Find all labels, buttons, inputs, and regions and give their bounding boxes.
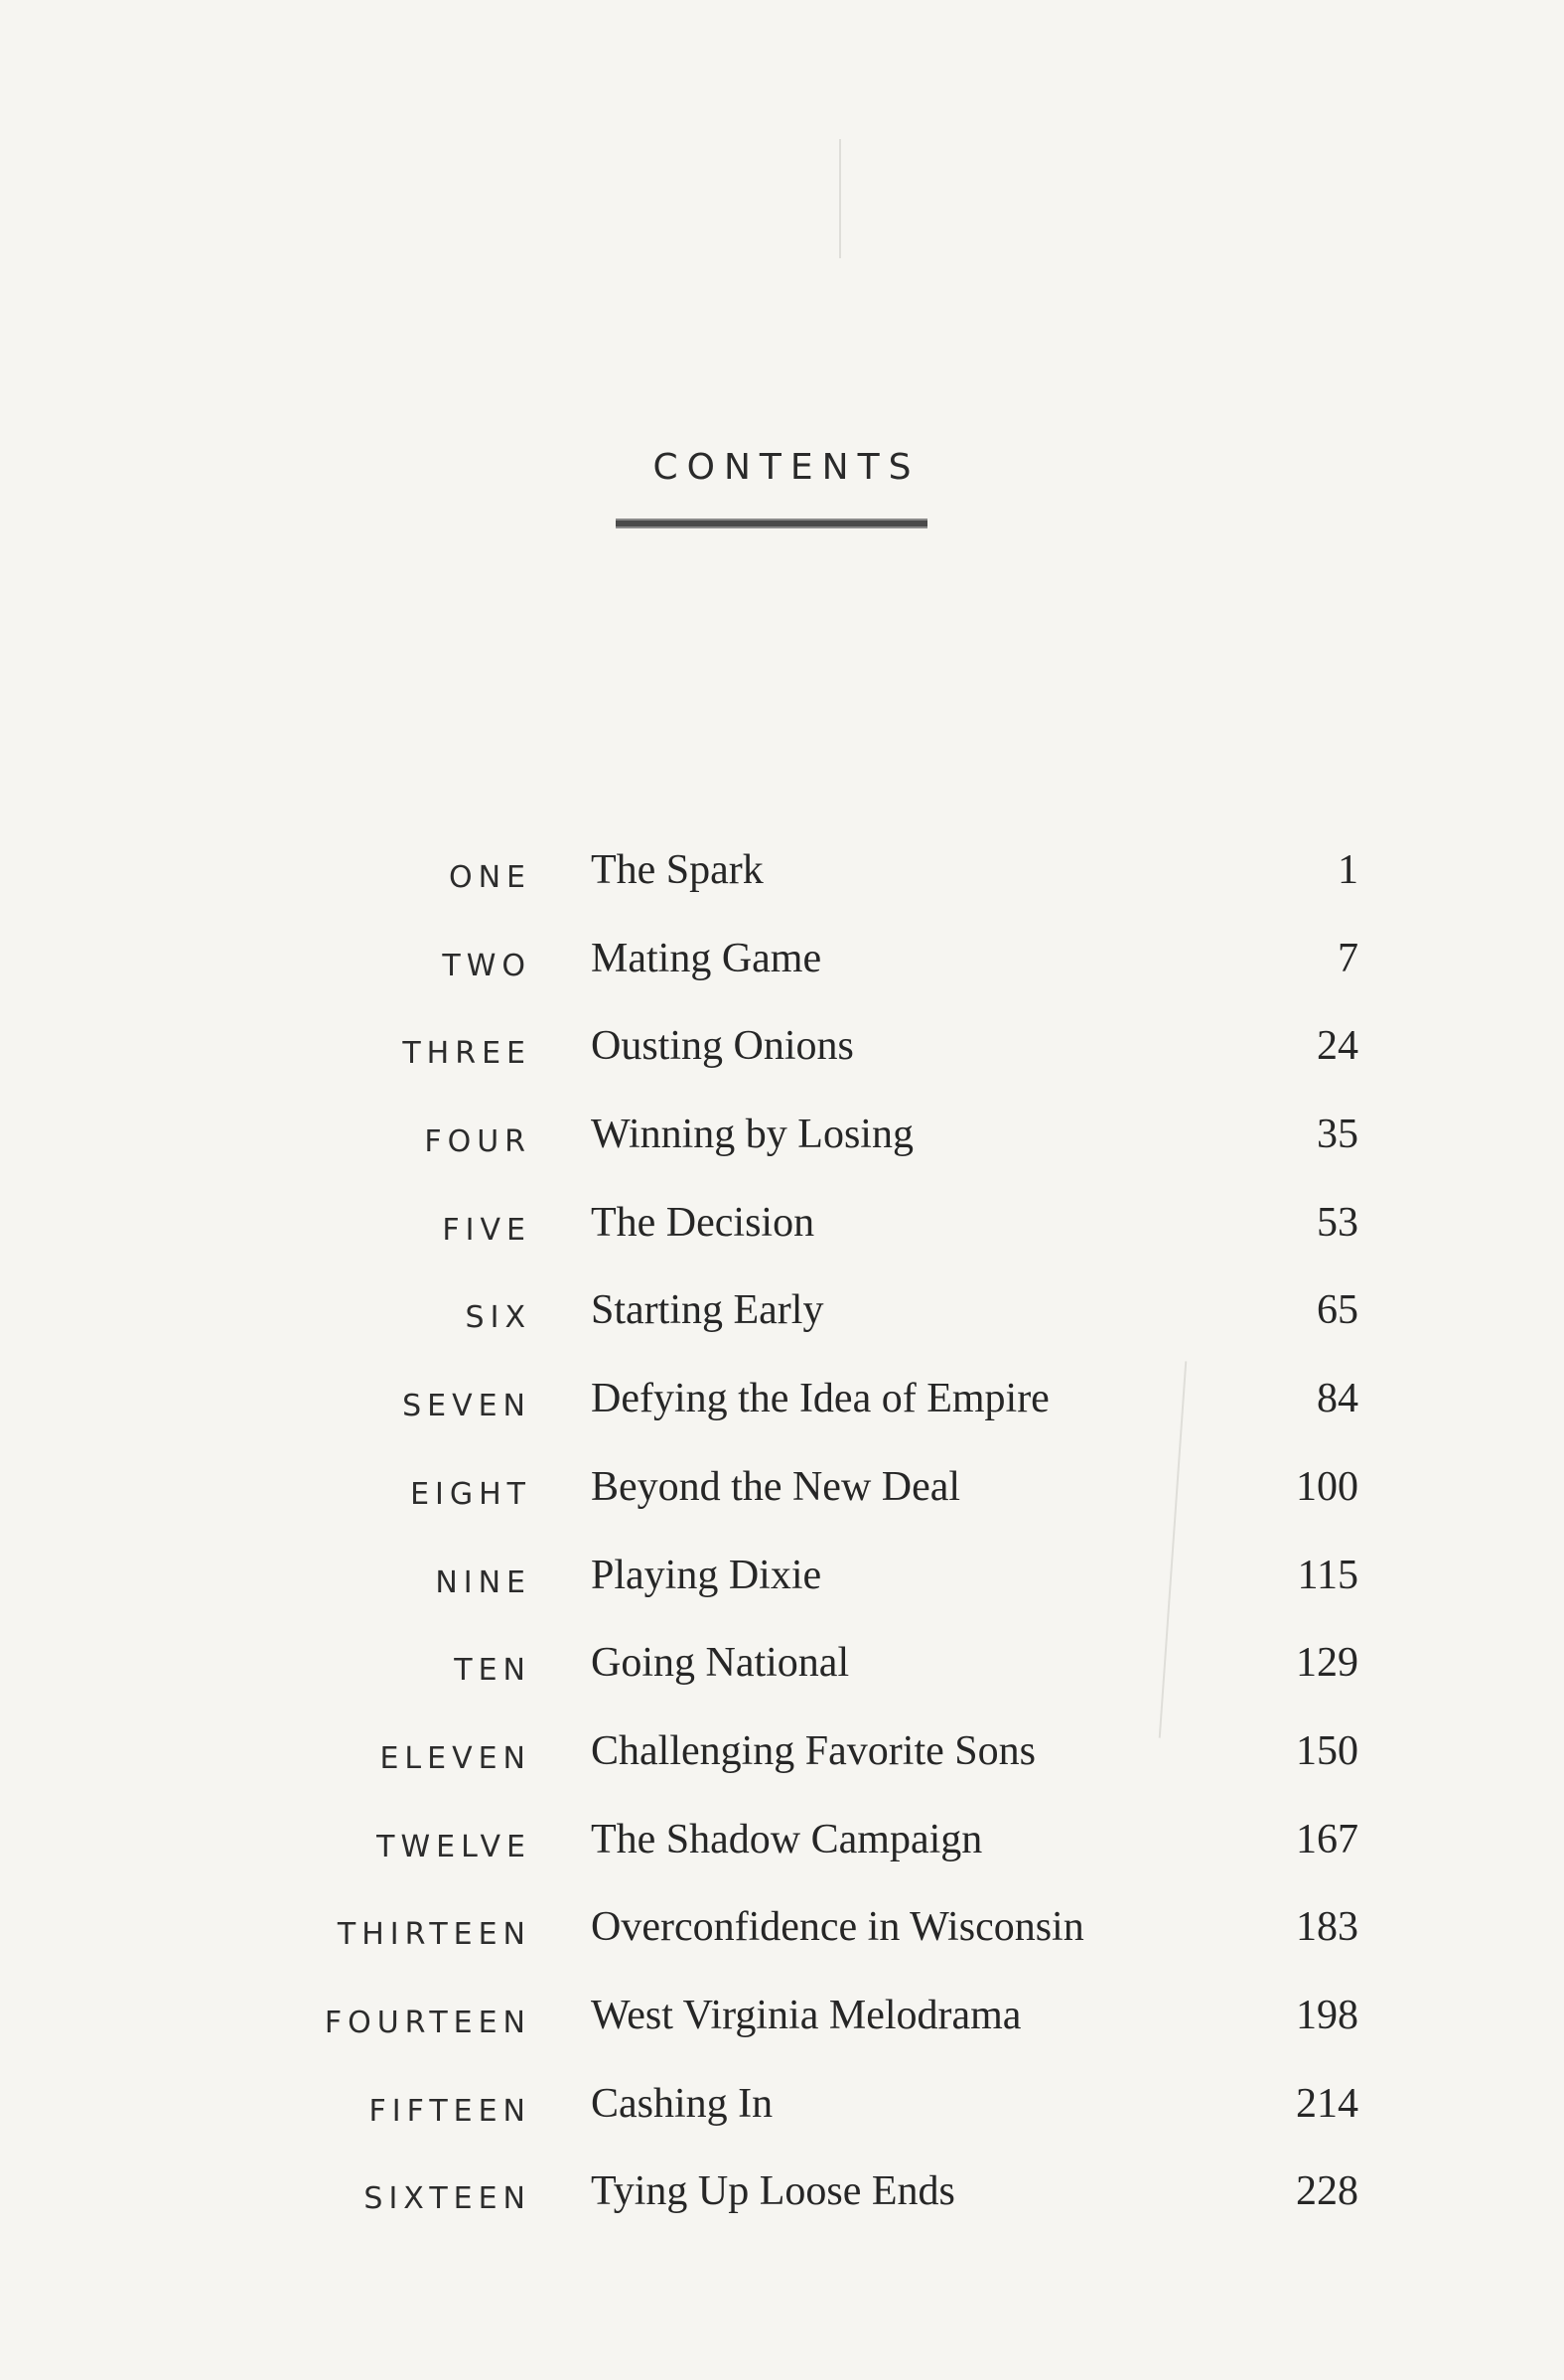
chapter-number: TWELVE [376,1829,531,1864]
toc-entry[interactable] [0,1199,1564,1287]
chapter-number: SIX [465,1300,531,1336]
chapter-title: The Shadow Campaign [591,1816,983,1862]
toc-entry[interactable] [0,2167,1564,2256]
toc-entry[interactable] [0,2080,1564,2168]
page-number: 53 [1317,1199,1358,1246]
chapter-title: Overconfidence in Wisconsin [591,1904,1084,1951]
chapter-number: THIRTEEN [337,1917,531,1953]
chapter-title: Ousting Onions [591,1023,854,1070]
chapter-number: ONE [448,860,531,895]
chapter-number: ELEVEN [379,1740,531,1776]
toc-entry[interactable] [0,1375,1564,1463]
toc-entry[interactable] [0,1903,1564,1992]
page-number: 7 [1338,935,1358,981]
chapter-number: TEN [454,1653,531,1689]
chapter-number: SEVEN [402,1389,531,1424]
chapter-number: FOURTEEN [324,2005,531,2040]
page-number: 167 [1296,1816,1358,1862]
page-number: 115 [1297,1552,1358,1598]
chapter-number: FIFTEEN [368,2093,531,2129]
chapter-title: The Decision [591,1199,815,1246]
chapter-title: Cashing In [591,2080,774,2127]
heading-underline [616,519,927,528]
toc-entry[interactable] [0,1463,1564,1552]
page-number: 228 [1296,2168,1358,2215]
page-number: 183 [1296,1904,1358,1951]
chapter-title: Tying Up Loose Ends [591,2168,955,2215]
chapter-title: Going National [591,1640,850,1687]
chapter-title: Challenging Favorite Sons [591,1727,1036,1774]
page-number: 35 [1317,1112,1358,1158]
chapter-title: Mating Game [591,935,822,981]
chapter-number: FIVE [442,1212,531,1248]
chapter-number: SIXTEEN [363,2181,531,2217]
toc-entry[interactable] [0,846,1564,935]
chapter-title: Starting Early [591,1287,824,1334]
table-of-contents [0,846,1564,2256]
toc-entry[interactable] [0,1639,1564,1727]
page-number: 84 [1317,1376,1358,1422]
chapter-number: NINE [435,1564,531,1600]
contents-heading: CONTENTS [652,447,921,488]
chapter-title: The Spark [591,847,764,893]
chapter-title: Beyond the New Deal [591,1463,961,1510]
page-number: 198 [1296,1992,1358,2038]
toc-entry[interactable] [0,935,1564,1023]
page-number: 214 [1296,2080,1358,2127]
chapter-number: THREE [402,1036,531,1072]
chapter-number: TWO [442,948,531,983]
toc-entry[interactable] [0,1286,1564,1375]
page-number: 24 [1317,1023,1358,1070]
toc-entry[interactable] [0,1816,1564,1904]
page-number: 150 [1296,1727,1358,1774]
toc-entry[interactable] [0,1022,1564,1111]
paper-crease [839,139,841,258]
chapter-title: West Virginia Melodrama [591,1992,1022,2038]
toc-entry[interactable] [0,1992,1564,2080]
chapter-number: EIGHT [410,1476,531,1512]
chapter-title: Defying the Idea of Empire [591,1376,1050,1422]
chapter-number: FOUR [424,1124,531,1160]
page-number: 100 [1296,1463,1358,1510]
chapter-title: Winning by Losing [591,1112,914,1158]
toc-entry[interactable] [0,1727,1564,1816]
page-number: 129 [1296,1640,1358,1687]
toc-entry[interactable] [0,1111,1564,1199]
page-number: 1 [1338,847,1358,893]
page-number: 65 [1317,1287,1358,1334]
toc-entry[interactable] [0,1552,1564,1640]
chapter-title: Playing Dixie [591,1552,822,1598]
